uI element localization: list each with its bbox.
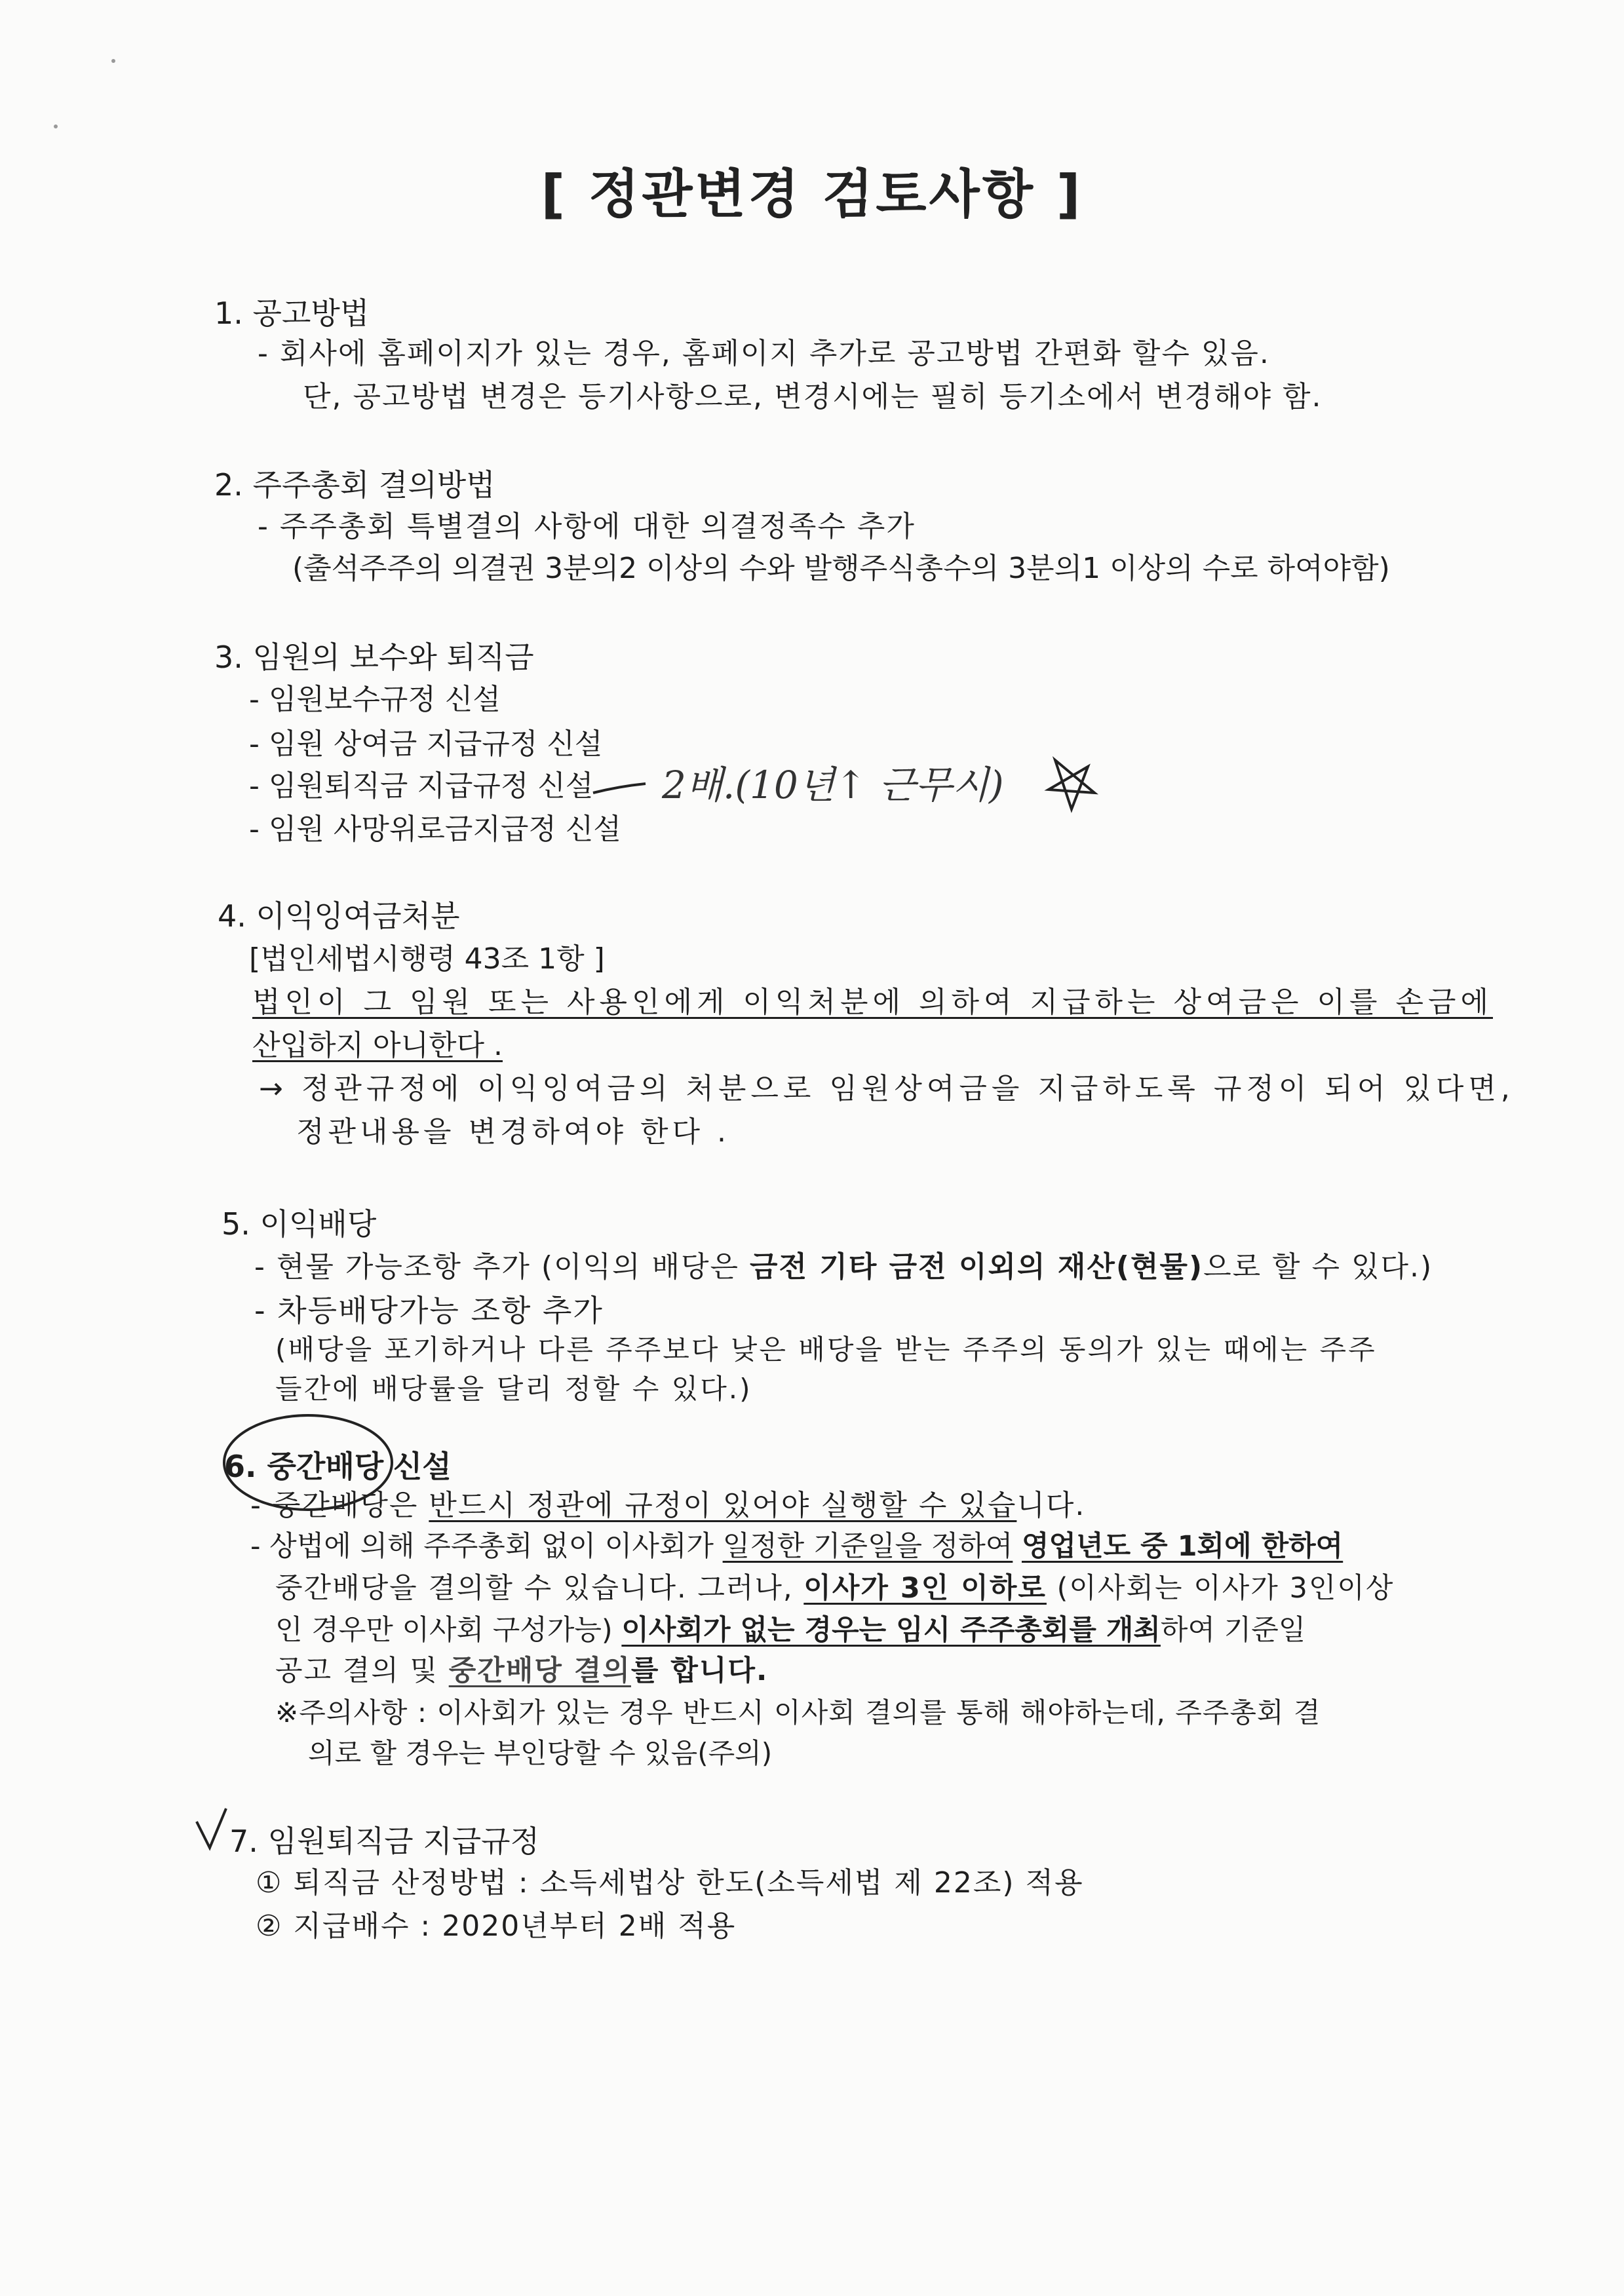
section-3-line-4: - 임원 사망위로금지급정 신설	[249, 813, 621, 846]
section-7-line-1: ① 퇴직금 산정방법 : 소득세법상 한도(소득세법 제 22조) 적용	[256, 1866, 1084, 1900]
section-4-line-1: [법인세법시행령 43조 1항 ]	[249, 942, 605, 976]
section-6-line-2-gap	[1013, 1530, 1022, 1563]
page-title: [ 정관변경 검토사항 ]	[541, 164, 1083, 225]
section-6-heading-bold: 6. 중간배당	[224, 1449, 384, 1484]
section-4-line-4: → 정관규정에 이익잉여금의 처분으로 임원상여금을 지급하도록 규정이 되어 있다면,	[259, 1072, 1515, 1105]
section-6-line-6: ※주의사항 : 이사회가 있는 경우 반드시 이사회 결의를 통해 해야하는데, 주주총회 결	[275, 1696, 1321, 1729]
section-1-heading: 1. 공고방법	[214, 296, 370, 331]
section-6-line-5	[275, 1653, 768, 1689]
speck	[111, 59, 115, 63]
section-6-line-5-b: 를 합니다.	[630, 1655, 769, 1687]
section-6-heading-suffix: 신설	[393, 1449, 452, 1484]
section-5-line-4: 들간에 배당률을 달리 정할 수 있다.)	[275, 1373, 752, 1405]
section-1-line-2: 단, 공고방법 변경은 등기사항으로, 변경시에는 필히 등기소에서 변경해야 함.	[303, 380, 1323, 413]
handwritten-note: 2배.(10년↑ 근무시)	[662, 763, 1004, 807]
section-6-line-4-a: 인 경우만 이사회 구성가능)	[275, 1614, 622, 1647]
section-4-line-2: 법인이 그 임원 또는 사용인에게 이익처분에 의하여 지급하는 상여금은 이를 손금에	[252, 985, 1493, 1019]
section-3-line-2: - 임원 상여금 지급규정 신설	[249, 727, 603, 761]
section-5-line-1	[254, 1249, 1433, 1286]
section-5-line-3: (배당을 포기하거나 다른 주주보다 낮은 배당을 받는 주주의 동의가 있는 때에는 주주	[275, 1333, 1377, 1366]
section-6-line-5-a: 공고 결의 및	[275, 1655, 449, 1687]
section-6-line-2-underlined: 일정한 기준일을 정하여	[722, 1530, 1013, 1563]
section-5-heading: 5. 이익배당	[222, 1206, 377, 1242]
section-6-line-3-bold: 이사가 3인 이하로	[803, 1572, 1047, 1605]
handwritten-dash	[593, 784, 646, 793]
section-6-heading	[224, 1448, 452, 1485]
section-6-line-2	[250, 1528, 1343, 1565]
section-6-line-7: 의로 할 경우는 부인당할 수 있음(주의)	[308, 1737, 773, 1769]
section-6-line-4	[275, 1612, 1305, 1649]
section-6-line-4-bold: 이사회가 없는 경우는 임시 주주총회를 개최	[621, 1614, 1161, 1647]
section-4-heading: 4. 이익잉여금처분	[218, 898, 460, 934]
section-4-line-3: 산입하지 아니한다 .	[252, 1029, 503, 1062]
section-6-line-1-underlined: 반드시 정관에 규정이 있어야 실행할 수 있습	[429, 1489, 1017, 1522]
star-scribble-icon	[1049, 760, 1094, 809]
section-3-line-1: - 임원보수규정 신설	[249, 683, 501, 716]
check-mark-icon	[197, 1808, 226, 1848]
section-6-line-4-b: 하여 기준일	[1160, 1614, 1306, 1647]
section-7-line-2: ② 지급배수 : 2020년부터 2배 적용	[256, 1909, 737, 1943]
section-5-line-1-end: 으로 할 수 있다.)	[1203, 1250, 1433, 1284]
section-6-line-2-a: - 상법에 의해 주주총회 없이 이사회가	[250, 1530, 723, 1563]
section-1-line-1: - 회사에 홈페이지가 있는 경우, 홈페이지 추가로 공고방법 간편화 할수 있음.	[258, 337, 1270, 370]
section-4-line-5: 정관내용을 변경하여야 한다 .	[296, 1115, 730, 1149]
section-2-line-2: (출석주주의 의결권 3분의2 이상의 수와 발행주식총수의 3분의1 이상의 수로 하여야함)	[292, 552, 1390, 585]
section-6-line-5-bold: 중간배당 결의	[448, 1655, 631, 1687]
speck	[54, 124, 58, 128]
section-5-line-1-text: - 현물 가능조항 추가 (이익의 배당은	[254, 1250, 750, 1284]
section-6-line-3-a: 중간배당을 결의할 수 있습니다. 그러나,	[275, 1572, 804, 1605]
section-6-line-3-b: (이사회는 이사가 3인이상	[1046, 1572, 1395, 1605]
section-2-line-1: - 주주총회 특별결의 사항에 대한 의결정족수 추가	[258, 510, 916, 543]
section-3-heading: 3. 임원의 보수와 퇴직금	[214, 640, 534, 675]
section-5-line-1-bold: 금전 기타 금전 이외의 재산(현물)	[750, 1250, 1204, 1284]
section-6-line-2-bold: 영업년도 중 1회에 한하여	[1022, 1530, 1344, 1563]
section-2-heading: 2. 주주총회 결의방법	[214, 467, 495, 503]
section-6-line-1-a: - 중간배당은	[250, 1489, 429, 1522]
section-3-line-3: - 임원퇴직금 지급규정 신설	[249, 769, 594, 803]
section-5-line-2: - 차등배당가능 조항 추가	[254, 1293, 604, 1328]
section-6-line-1	[250, 1487, 1085, 1524]
section-6-line-1-b: 니다.	[1016, 1489, 1086, 1522]
section-7-heading: 7. 임원퇴직금 지급규정	[229, 1824, 540, 1859]
section-6-line-3	[275, 1570, 1394, 1607]
